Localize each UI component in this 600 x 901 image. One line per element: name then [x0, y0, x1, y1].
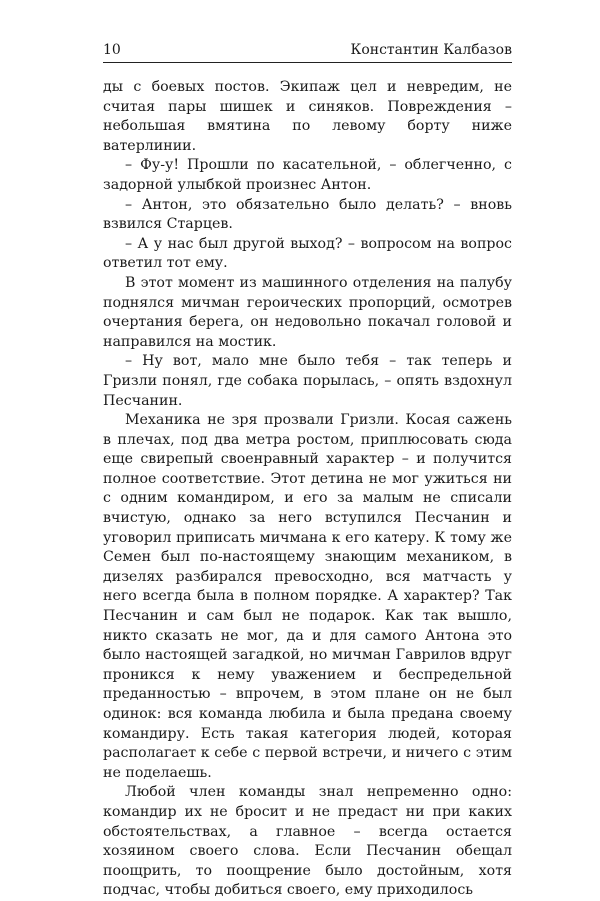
paragraph: Любой член команды знал непременно одно: командир их не бросит и не предаст ни при каких обстоятельствах, а главное – всегда остается хозяином своего слова. Если Песчанин обещал поощрить, то поощрение было достойным, хотя подчас, чтобы добиться своего, ему приходилось [103, 784, 512, 899]
paragraph: Механика не зря прозвали Гризли. Косая сажень в плечах, под два метра ростом, приплюсовать сюда еще свирепый своенравный характер – и получится полное соответствие. Этот детина не мог ужиться ни с одним командиром, и его за малым не списали вчистую, однако за него вступился Песчанин и уговорил приписать мичмана к его катеру. К тому же Семен был по-настоящему знающим механиком, в дизелях разбирался превосходно, вся матчасть у него всегда была в полном порядке. А характер? Так Песчанин и сам был не подарок. Как так вышло, никто сказать не мог, да и для самого Антона это было настоящей загадкой, но мичман Гаврилов вдруг проникся к нему уважением и беспредельной преданностью – впрочем, в этом плане он не был одинок: вся команда любила и была предана своему командиру. Есть такая категория людей, которая располагает к себе с первой встречи, и ничего с этим не поделаешь. [103, 412, 512, 781]
running-title: Константин Калбазов [350, 42, 512, 58]
page-number: 10 [103, 42, 121, 58]
paragraph: ды с боевых постов. Экипаж цел и невредим, не считая пары шишек и синяков. Повреждения – небольшая вмятина по левому борту ниже ватерлинии. [103, 79, 512, 154]
paragraph: В этот момент из машинного отделения на палубу поднялся мичман героических пропорций, осмотрев очертания берега, он недовольно покачал головой и направился на мостик. [103, 274, 512, 350]
paragraph: – Ну вот, мало мне было тебя – так теперь и Гризли понял, где собака порылась, – опять вздохнул Песчанин. [103, 353, 512, 409]
running-header [103, 34, 512, 63]
paragraph: – Антон, это обязательно было делать? – вновь взвился Старцев. [103, 196, 512, 233]
body-text [103, 78, 512, 901]
paragraph: – А у нас был другой выход? – вопросом на вопрос ответил тот ему. [103, 235, 512, 272]
paragraph: – Фу-у! Прошли по касательной, – облегченно, с задорной улыбкой произнес Антон. [103, 157, 512, 193]
